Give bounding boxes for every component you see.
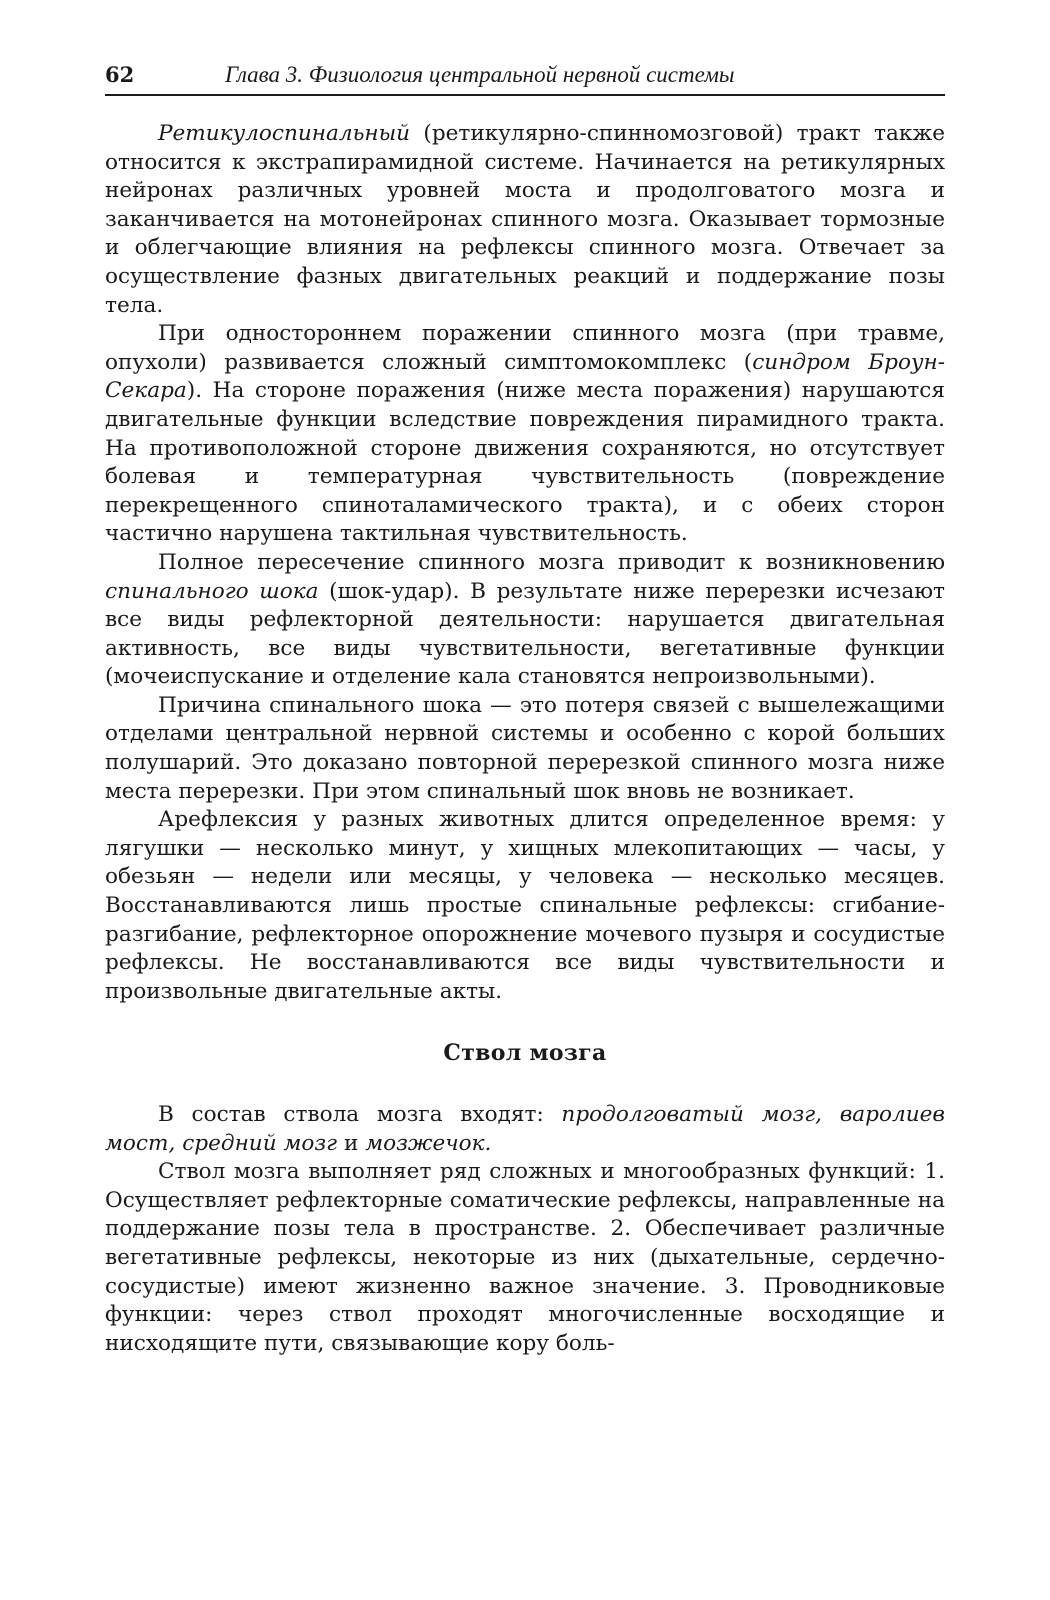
italic-term: продолговатый мозг, варолиев мост, средний мозг (105, 1102, 945, 1156)
text-run: Причина спинального шока — это потеря связей с вышележащими отделами центральной нервной системы и особенно с корой больших полушарий. Это доказано повторной перерезкой спинного мозга ниже места перерезки. При этом спинальный шок вновь не возникает. (105, 692, 945, 804)
text-run: Полное пересечение спинного мозга приводит к возникновению (158, 549, 945, 575)
text-run: При одностороннем поражении спинного мозга (при травме, опухоли) развивается сложный симптомокомплекс ( (105, 321, 945, 375)
book-page (105, 62, 945, 1358)
italic-term: Ретикулоспинальный (158, 121, 411, 146)
text-run: Ствол мозга выполняет ряд сложных и многообразных функций: 1. Осуществляет рефлекторные соматические рефлексы, направленные на поддержание позы тела в пространстве. 2. Обеспечивает различные вегетативные рефлексы, некоторые из них (дыхательные, сердечно-сосудистые) имеют жизненно важное значение. 3. Проводниковые функции: через ствол проходят многочисленные восходящие и нисходящите пути, связывающие кору боль- (105, 1159, 945, 1356)
text-run: и (337, 1130, 366, 1156)
paragraph (105, 120, 945, 320)
text-run: В состав ствола мозга входят: (158, 1102, 562, 1127)
paragraph (105, 806, 945, 1006)
chapter-title: Глава 3. Физиология центральной нервной системы (225, 62, 735, 87)
italic-term: мозжечок. (365, 1130, 492, 1156)
main-text (105, 120, 945, 1358)
section-heading: Ствол мозга (443, 1040, 607, 1067)
paragraph (105, 1158, 945, 1358)
text-run: (ретикулярно-спинномозговой) тракт также относится к экстрапирамидной системе. Начинается на ретикулярных нейронах различных уровней моста и продолговатого мозга и заканчивается на мотонейронах спинного мозга. Оказывает тормозные и облегчающие влияния на рефлексы спинного мозга. Отвечает за осуществление фазных двигательных реакций и поддержание позы тела. (105, 121, 945, 318)
running-head (105, 62, 945, 96)
page-number: 62 (105, 62, 135, 87)
text-run: (шок-удар). В результате ниже перерезки исчезают все виды рефлекторной деятельности: нарушается двигательная активность, все виды чувствительности, вегетативные функции (мочеиспускание и отделение кала становятся непроизвольными). (105, 578, 945, 690)
paragraph (105, 549, 945, 692)
italic-term: спинального шока (105, 578, 319, 604)
paragraph (105, 692, 945, 806)
paragraph-group-section (105, 1101, 945, 1358)
paragraph (105, 1101, 945, 1158)
italic-term: синдром Броун-Секара (105, 349, 945, 404)
paragraph (105, 320, 945, 549)
text-run: ). На стороне поражения (ниже места поражения) нарушаются двигательные функции вследствие повреждения пирамидного тракта. На противоположной стороне движения сохраняются, но отсутствует болевая и температурная чувствительность (повреждение перекрещенного спиноталамического тракта), и с обеих сторон частично нарушена тактильная чувствительность. (105, 378, 945, 547)
text-run: Арефлексия у разных животных длится определенное время: у лягушки — несколько минут, у хищных млекопитающих — часы, у обезьян — недели или месяцы, у человека — несколько месяцев. Восстанавливаются лишь простые спинальные рефлексы: сгибание-разгибание, рефлекторное опорожнение мочевого пузыря и сосудистые рефлексы. Не восстанавливаются все виды чувствительности и произвольные двигательные акты. (105, 807, 945, 1004)
paragraph-group-main (105, 120, 945, 1006)
